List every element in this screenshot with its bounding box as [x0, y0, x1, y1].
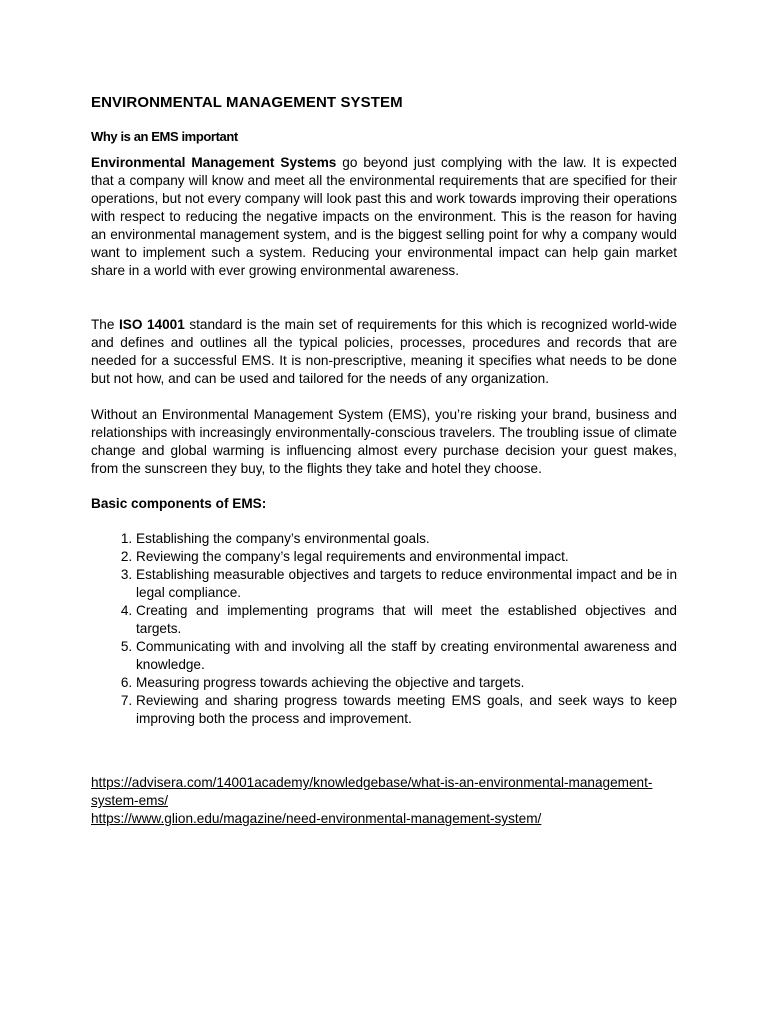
- intro-bold-lead: Environmental Management Systems: [91, 155, 337, 170]
- reference-link-advisera[interactable]: https://advisera.com/14001academy/knowledgebase/what-is-an-environmental-management-system-ems/: [91, 775, 653, 808]
- document-page: [91, 94, 677, 828]
- list-item: 5. Communicating with and involving all the staff by creating environmental awareness and knowledge.: [136, 638, 677, 674]
- components-list: [91, 530, 677, 728]
- list-item: 2. Reviewing the company’s legal requirements and environmental impact.: [136, 548, 677, 566]
- reference-links: [91, 774, 677, 828]
- document-title: ENVIRONMENTAL MANAGEMENT SYSTEM: [91, 94, 403, 111]
- intro-paragraph: [91, 154, 677, 280]
- intro-text: go beyond just complying with the law. It is expected that a company will know and meet all the environmental requirements that are specified for their operations, but not every company will look past this and work towards improving their operations with respect to reducing the negative impacts on the environment. This is the reason for having an environmental management system, and is the biggest selling point for why a company would want to implement such a system. Reducing your environmental impact can help gain market share in a world with ever growing environmental awareness.: [91, 155, 677, 278]
- without-ems-paragraph: Without an Environmental Management System (EMS), you’re risking your brand, business and relationships with increasingly environmentally-conscious travelers. The troubling issue of climate change and global warming is influencing almost every purchase decision your guest makes, from the sunscreen they buy, to the flights they take and hotel they choose.: [91, 407, 677, 476]
- section-subtitle: Why is an EMS important: [91, 129, 238, 144]
- list-item: 1. Establishing the company’s environmental goals.: [136, 530, 677, 548]
- list-item: 3. Establishing measurable objectives and targets to reduce environmental impact and be in legal compliance.: [136, 566, 677, 602]
- iso-prefix: The: [91, 317, 119, 332]
- iso-text: standard is the main set of requirements for this which is recognized world-wide and defines and outlines all the typical policies, processes, procedures and records that are needed for a successful EMS. It is non-prescriptive, meaning it specifies what needs to be done but not how, and can be used and tailored for the needs of any organization.: [91, 317, 677, 386]
- reference-link-glion[interactable]: https://www.glion.edu/magazine/need-environmental-management-system/: [91, 811, 542, 826]
- list-item: 6. Measuring progress towards achieving the objective and targets.: [136, 674, 677, 692]
- components-heading: Basic components of EMS:: [91, 496, 267, 511]
- iso-paragraph: [91, 316, 677, 388]
- iso-standard-name: ISO 14001: [118, 317, 185, 332]
- list-item: 7. Reviewing and sharing progress towards meeting EMS goals, and seek ways to keep improving both the process and improvement.: [136, 692, 677, 728]
- list-item: 4. Creating and implementing programs that will meet the established objectives and targets.: [136, 602, 677, 638]
